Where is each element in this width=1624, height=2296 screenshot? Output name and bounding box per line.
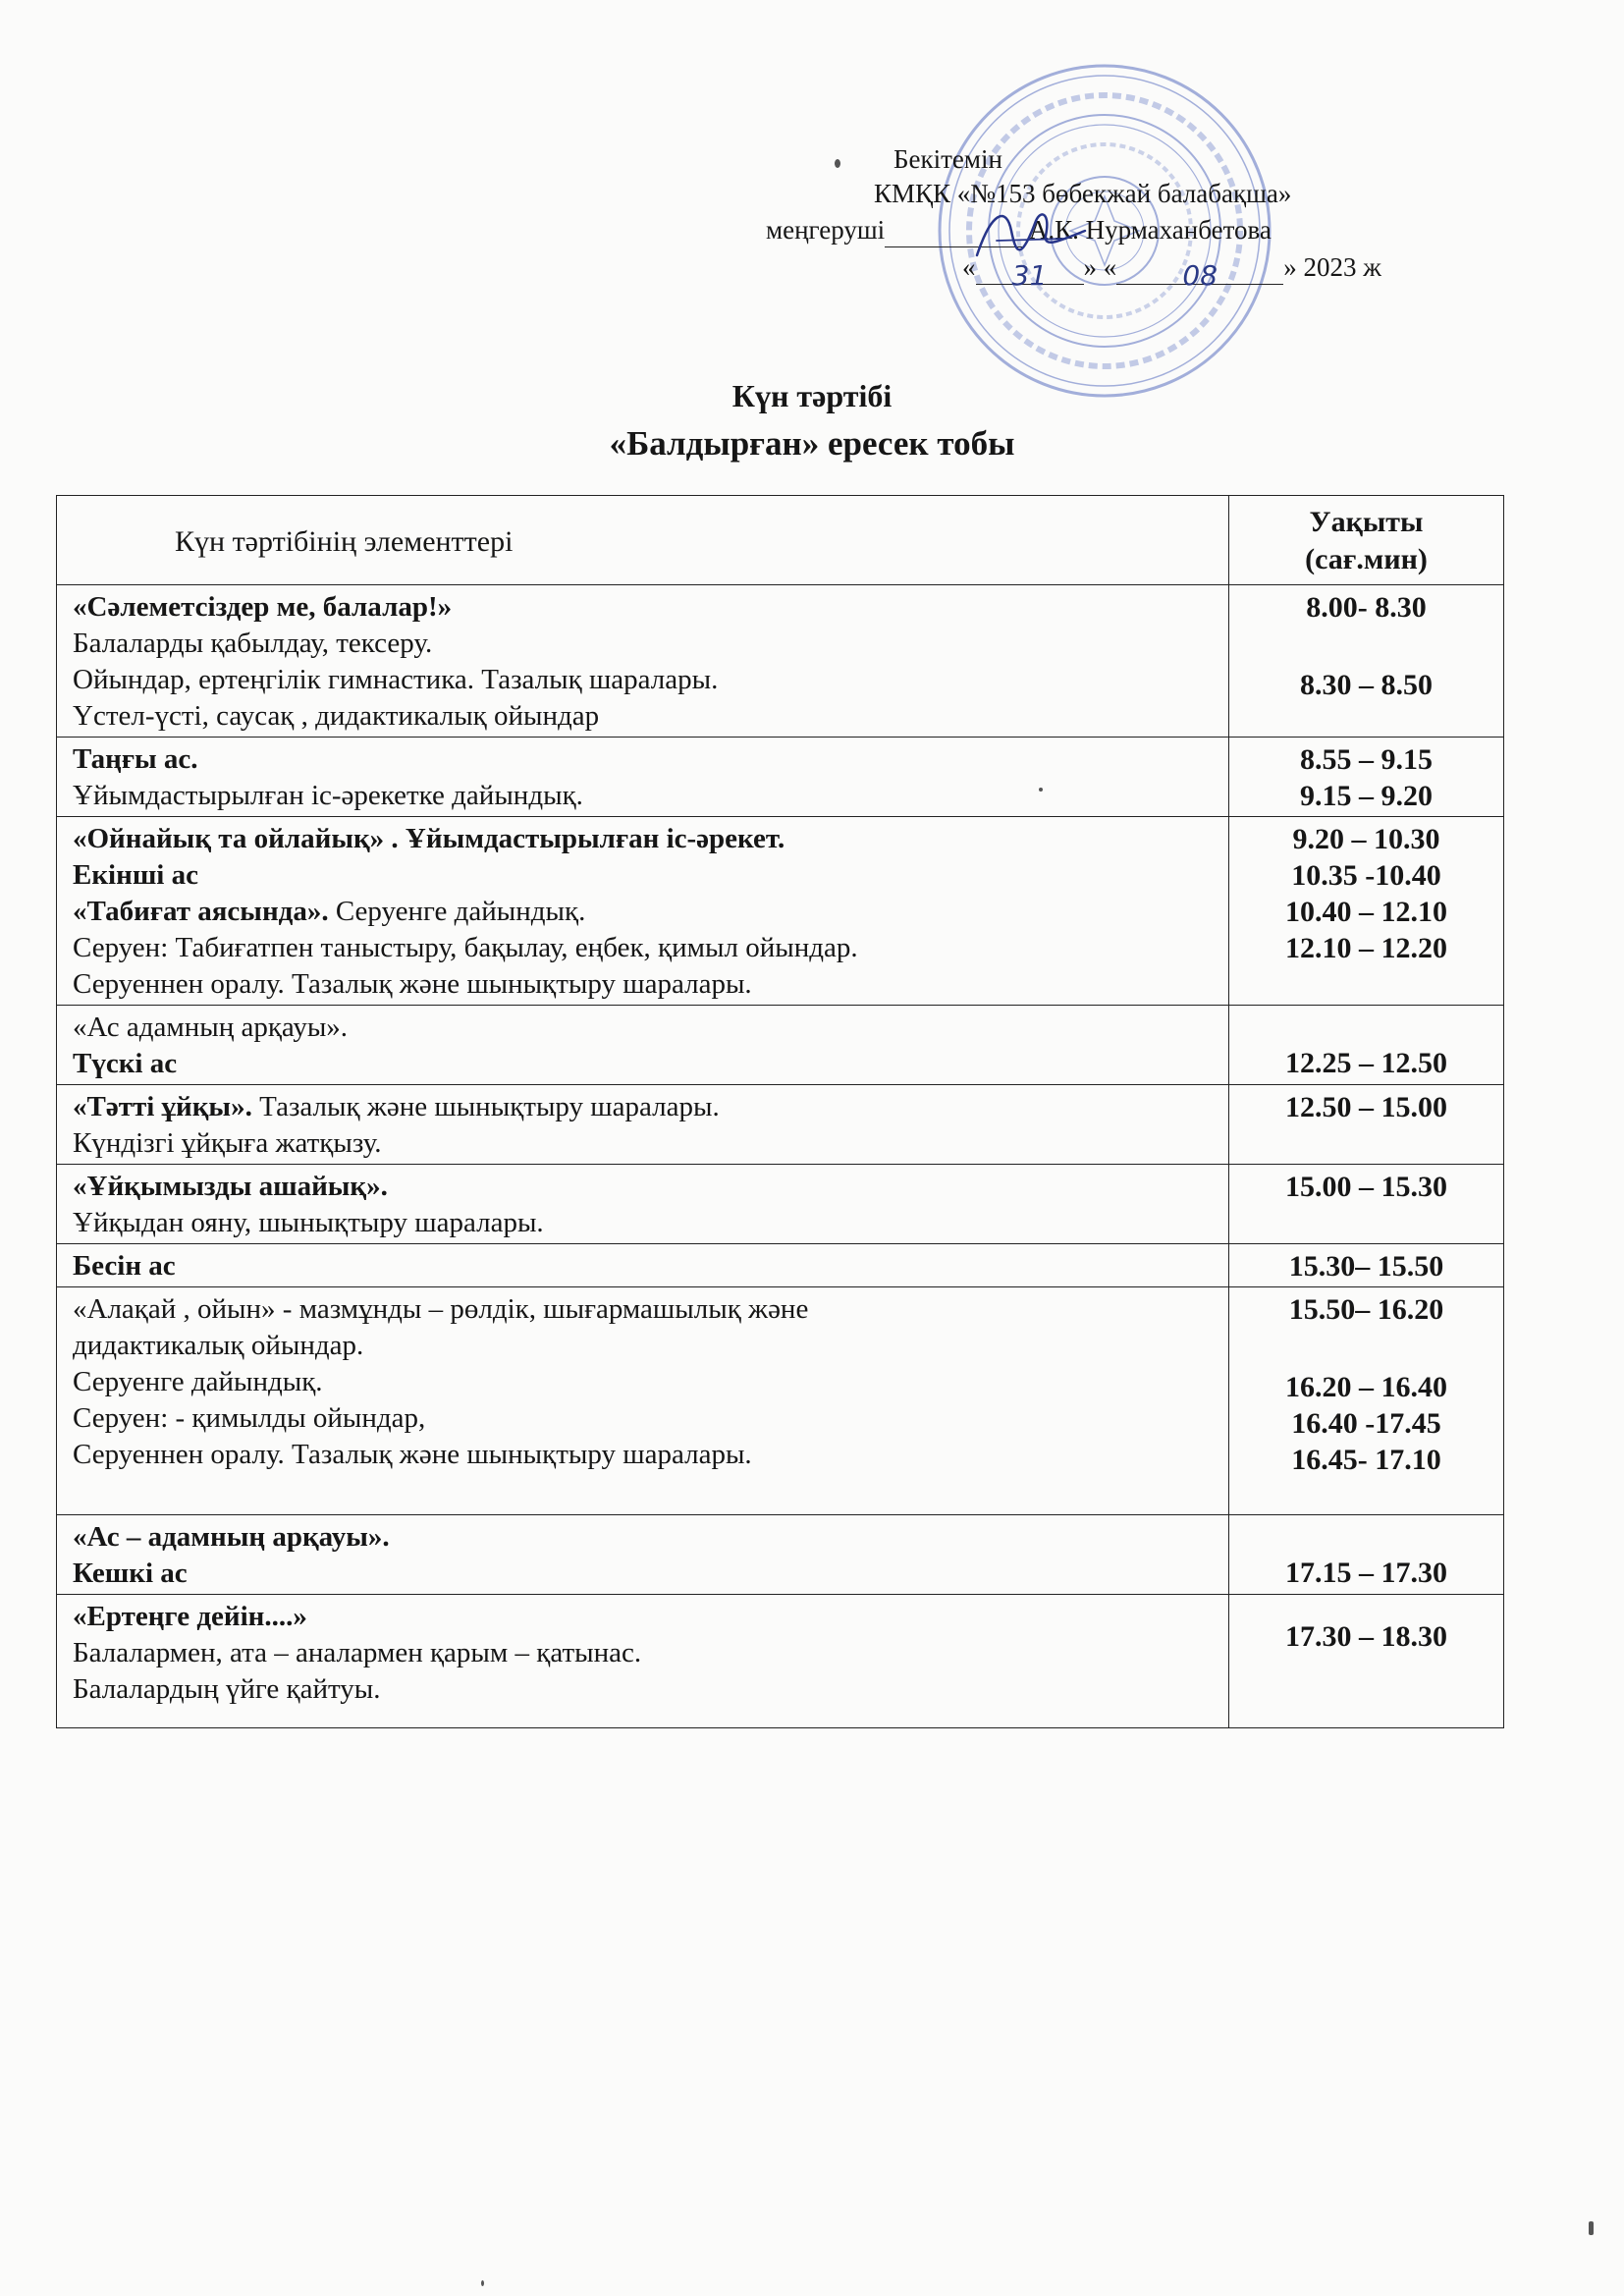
activity-line: Балаларды қабылдау, тексеру. [73, 628, 433, 659]
activity-line: «Ас – адамның арқауы». [73, 1521, 390, 1553]
row-activities [57, 585, 1229, 738]
row-times [1229, 1165, 1504, 1244]
time-range: 8.30 – 8.50 [1300, 669, 1433, 701]
time-range: 8.55 – 9.15 [1300, 743, 1433, 776]
row-times [1229, 1006, 1504, 1085]
activity-line: «Алақай , ойын» - мазмұнды – рөлдік, шығармашылық және [73, 1293, 809, 1325]
time-range: 12.50 – 15.00 [1285, 1091, 1447, 1123]
activity-line: дидактикалық ойындар. [73, 1330, 364, 1361]
handwritten-signature-icon [967, 201, 1095, 270]
date-year: » 2023 ж [1283, 252, 1381, 282]
table-row [57, 585, 1504, 738]
row-times [1229, 1244, 1504, 1287]
row-activities [57, 1085, 1229, 1165]
row-activities [57, 738, 1229, 817]
approval-head-label: меңгеруші [766, 215, 886, 245]
row-times [1229, 1595, 1504, 1728]
time-range: 10.35 -10.40 [1291, 859, 1441, 892]
row-times [1229, 1515, 1504, 1595]
time-range: 16.20 – 16.40 [1285, 1371, 1447, 1403]
table-row [57, 738, 1504, 817]
table-row [57, 1165, 1504, 1244]
time-range: 17.30 – 18.30 [1285, 1620, 1447, 1653]
table-header-row [57, 496, 1504, 585]
table-row [57, 817, 1504, 1006]
row-times [1229, 738, 1504, 817]
date-mid-quote: » « [1083, 252, 1117, 282]
table-row [57, 1515, 1504, 1595]
time-range: 16.40 -17.45 [1291, 1407, 1441, 1440]
activity-line: Күндізгі ұйқыға жатқызу. [73, 1127, 382, 1159]
activity-line: Серуен: Табиғатпен таныстыру, бақылау, еңбек, қимыл ойындар. [73, 932, 858, 963]
date-month-field [1116, 258, 1283, 292]
activity-line: Серуенге дайындық. [73, 1366, 323, 1397]
scan-speck [481, 2280, 484, 2286]
scan-speck [1039, 788, 1043, 792]
activity-line: Балалардың үйге қайтуы. [73, 1673, 381, 1705]
table-row [57, 1006, 1504, 1085]
activity-line: Ойындар, ертеңгілік гимнастика. Тазалық шаралары. [73, 664, 719, 695]
time-range: 17.15 – 17.30 [1285, 1557, 1447, 1589]
activity-line: «Ұйқымызды ашайық». [73, 1171, 388, 1202]
table-row [57, 1287, 1504, 1515]
activity-line: Тазалық және шынықтыру шаралары. [251, 1091, 720, 1122]
time-range: 8.00- 8.30 [1306, 591, 1427, 624]
time-range: 10.40 – 12.10 [1285, 896, 1447, 928]
activity-line: Екінші ас [73, 859, 198, 891]
time-range: 15.30– 15.50 [1288, 1250, 1444, 1283]
activity-line: «Табиғат аясында». [73, 896, 329, 927]
row-times [1229, 1287, 1504, 1515]
activity-line: Ұйымдастырылған іс-әрекетке дайындық. [73, 780, 583, 811]
approval-organization: КМҚК «№153 бөбекжай балабақша» [874, 179, 1292, 208]
daily-schedule-table [56, 495, 1504, 1728]
time-range: 9.20 – 10.30 [1292, 823, 1440, 855]
activity-line: Балалармен, ата – аналармен қарым – қатынас. [73, 1637, 642, 1668]
header-time-label: Уақыты [1309, 506, 1424, 538]
activity-line: Серуеннен оралу. Тазалық және шынықтыру шаралары. [73, 1439, 752, 1470]
activity-line: Кешкі ас [73, 1558, 188, 1589]
date-month-value: 08 [1182, 259, 1218, 292]
date-day-value: 31 [1011, 259, 1048, 292]
row-activities [57, 1287, 1229, 1515]
scan-speck [835, 159, 840, 168]
header-time-unit: (сағ.мин) [1305, 543, 1428, 575]
header-elements: Күн тәртібінің элементтері [57, 496, 1229, 585]
row-times [1229, 585, 1504, 738]
table-row [57, 1244, 1504, 1287]
row-activities [57, 817, 1229, 1006]
scan-speck [1589, 2221, 1594, 2235]
table-row [57, 1595, 1504, 1728]
activity-line: «Ойнайық та ойлайық» . Ұйымдастырылған іс-әрекет. [73, 823, 785, 854]
approval-approved-label: Бекітемін [893, 144, 1002, 174]
activity-line: Үстел-үсті, саусақ , дидактикалық ойындар [73, 700, 600, 732]
header-time [1229, 496, 1504, 585]
activity-line: Серуенге дайындық. [328, 896, 586, 927]
time-range: 12.10 – 12.20 [1285, 932, 1447, 964]
time-range: 16.45- 17.10 [1291, 1444, 1441, 1476]
row-activities [57, 1006, 1229, 1085]
row-activities [57, 1244, 1229, 1287]
activity-line: «Сәлеметсіздер ме, балалар!» [73, 591, 453, 623]
row-activities [57, 1165, 1229, 1244]
activity-line: «Тәтті ұйқы». [73, 1091, 252, 1122]
document-title: Күн тәртібі [731, 378, 893, 413]
time-range: 12.25 – 12.50 [1285, 1047, 1447, 1079]
approval-head-name: А.К. Нурмаханбетова [1028, 215, 1272, 245]
activity-line: «Ас адамның арқауы». [73, 1011, 349, 1043]
activity-line: Серуен: - қимылды ойындар, [73, 1402, 426, 1434]
time-range: 15.00 – 15.30 [1285, 1171, 1447, 1203]
group-subtitle: «Балдырған» ересек тобы [609, 424, 1015, 463]
activity-line: Ұйқыдан ояну, шынықтыру шаралары. [73, 1207, 544, 1238]
activity-line: Таңғы ас. [73, 743, 198, 775]
activity-line: Серуеннен оралу. Тазалық және шынықтыру шаралары. [73, 968, 752, 1000]
row-activities [57, 1595, 1229, 1728]
time-range: 15.50– 16.20 [1288, 1293, 1444, 1326]
row-times [1229, 1085, 1504, 1165]
row-times [1229, 817, 1504, 1006]
time-range: 9.15 – 9.20 [1300, 780, 1433, 812]
row-activities [57, 1515, 1229, 1595]
activity-line: Түскі ас [73, 1048, 178, 1079]
table-row [57, 1085, 1504, 1165]
date-open-quote: « [962, 252, 976, 282]
activity-line: «Ертеңге дейін....» [73, 1601, 307, 1632]
activity-line: Бесін ас [73, 1250, 176, 1282]
